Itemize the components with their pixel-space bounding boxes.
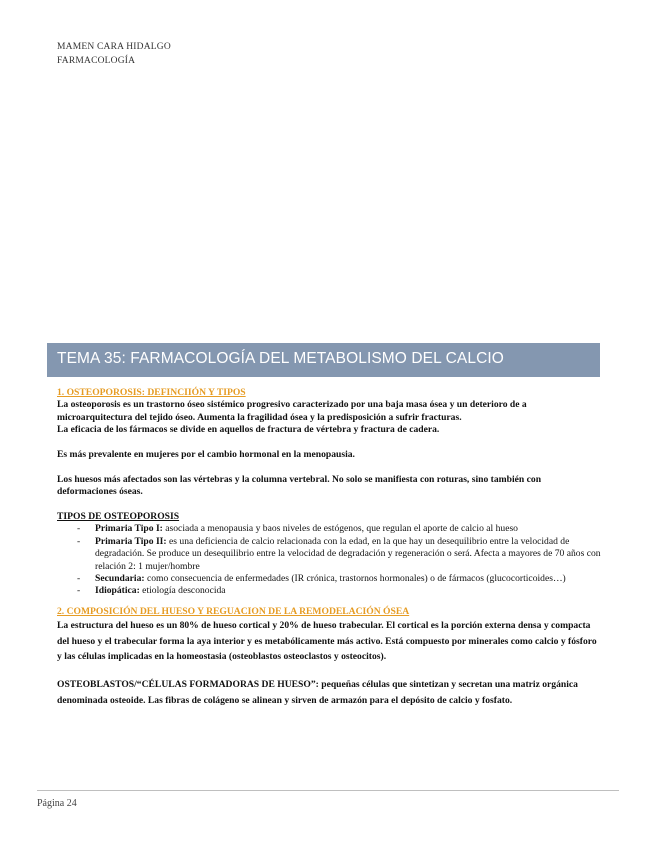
list-item: - Primaria Tipo I: asociada a menopausia y baos niveles de estógenos, que regulan el aporte de calcio al hueso bbox=[77, 523, 518, 535]
types-heading: TIPOS DE OSTEOPOROSIS bbox=[57, 511, 180, 523]
document-body bbox=[57, 387, 602, 708]
section-2-heading: 2. COMPOSICIÓN DEL HUESO Y REGUACION DE LA REMODELACIÓN ÓSEA bbox=[57, 605, 410, 617]
section-1-paragraph-1: La osteoporosis es un trastorno óseo sistémico progresivo caracterizado por una baja masa ósea y un deterioro de a microarquitectura del tejido óseo. Aumenta la fragilidad ósea y la predisposición a sufrir fracturas. bbox=[57, 399, 527, 423]
osteoblast-text: pequeñas células que sintetizan y secretan una matriz orgánica denominada osteoide. Las fibras de colágeno se alinean y sirven de armazón para el depósito de calcio y fosfato. bbox=[57, 679, 578, 706]
header-subject: FARMACOLOGÍA bbox=[57, 56, 136, 66]
header-author: MAMEN CARA HIDALGO bbox=[57, 42, 171, 52]
list-item: - Secundaria: como consecuencia de enfermedades (IR crónica, trastornos hormonales) o de fármacos (glucocorticoides…) bbox=[77, 573, 566, 585]
section-1-paragraph-3: Es más prevalente en mujeres por el cambio hormonal en la menopausia. bbox=[57, 449, 355, 461]
section-1-paragraph-4: Los huesos más afectados son las vértebras y la columna vertebral. No solo se manifiesta con roturas, sino también con deformaciones óseas. bbox=[57, 473, 542, 498]
osteoblast-label: OSTEOBLASTOS/“CÉLULAS FORMADORAS DE HUESO”: bbox=[57, 679, 319, 691]
footer-divider bbox=[37, 790, 619, 791]
section-1-paragraph-2: La eficacia de los fármacos se divide en aquellos de fractura de vértebra y fractura de cadera. bbox=[57, 424, 440, 436]
types-list bbox=[57, 523, 602, 597]
page-header bbox=[57, 40, 171, 68]
chapter-banner bbox=[47, 343, 600, 377]
section-2-paragraph-1: La estructura del hueso es un 80% de hueso cortical y 20% de hueso trabecular. El cortical es la porción externa densa y compacta del hueso y el trabecular forma la aya interior y es metabólicamente más activo. Está compuesto por minerales como calcio y fósforo y las células implicadas en la homeostasia (osteoblastos osteoclastos y osteocitos). bbox=[57, 620, 597, 663]
page-number: Página 24 bbox=[37, 798, 77, 809]
section-1-heading: 1. OSTEOPOROSIS: DEFINCIIÓN Y TIPOS bbox=[57, 387, 246, 398]
list-item: - Primaria Tipo II: es una deficiencia de calcio relacionada con la edad, en la que hay un desequilibrio entre la velocidad de degradación. Se produce un desequilibrio entre la velocidad de degradación y regeneración o será. Afecta a mayores de 70 años con relación 2: 1 mujer/hombre bbox=[77, 535, 601, 572]
chapter-title: TEMA 35: FARMACOLOGÍA DEL METABOLISMO DEL CALCIO bbox=[57, 350, 504, 367]
section-2-paragraph-2 bbox=[57, 677, 602, 708]
list-item: - Idiopática: etiología desconocida bbox=[77, 585, 226, 597]
